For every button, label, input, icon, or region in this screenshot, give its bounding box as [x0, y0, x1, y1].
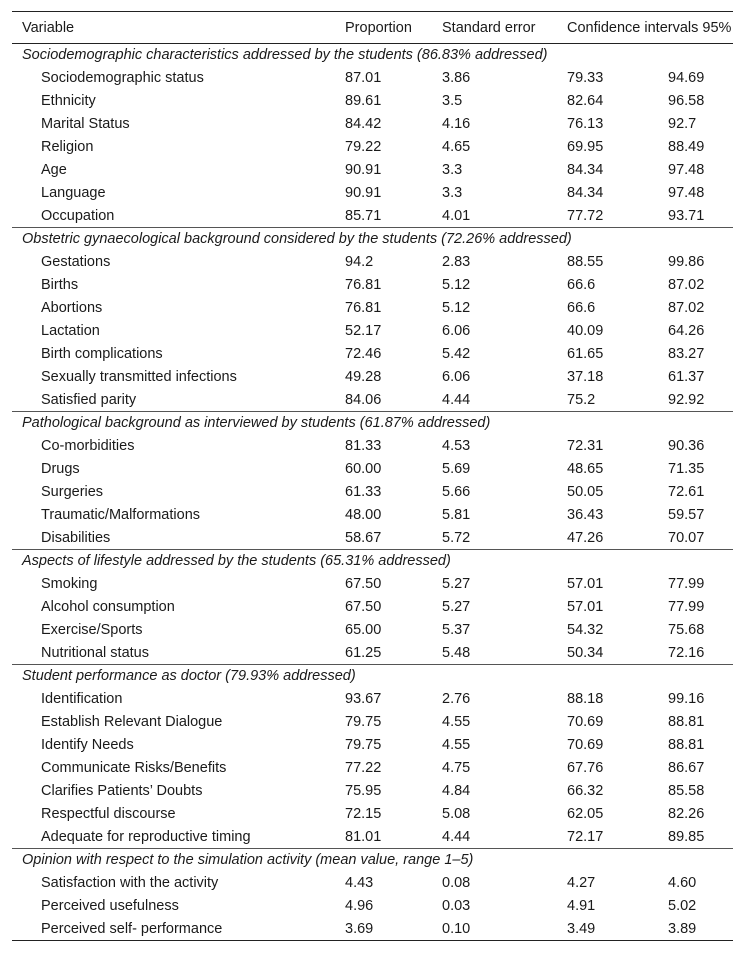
table-row — [12, 159, 733, 182]
section-title: Aspects of lifestyle addressed by the students (65.31% addressed) — [12, 550, 733, 573]
standard-error-cell: 5.12 — [442, 277, 471, 293]
table-row — [12, 734, 733, 757]
standard-error-cell: 5.81 — [442, 507, 471, 523]
section-header-row — [12, 849, 733, 872]
standard-error-cell: 4.44 — [442, 828, 471, 845]
ci-upper-cell: 71.35 — [668, 461, 705, 477]
table-row — [12, 826, 733, 849]
header-standard-error: Standard error — [442, 12, 567, 44]
ci-upper-cell: 87.02 — [668, 300, 705, 316]
standard-error-cell: 4.65 — [442, 139, 471, 155]
standard-error-cell: 5.48 — [442, 644, 471, 661]
ci-lower-cell: 57.01 — [567, 599, 604, 615]
standard-error-cell: 5.08 — [442, 806, 471, 822]
table-row — [12, 343, 733, 366]
standard-error-cell: 4.53 — [442, 438, 471, 454]
proportion-cell: 93.67 — [345, 691, 382, 707]
proportion-cell: 67.50 — [345, 599, 382, 615]
header-variable: Variable — [12, 12, 345, 44]
proportion-cell: 79.75 — [345, 714, 382, 730]
proportion-cell: 58.67 — [345, 529, 382, 546]
variable-cell: Adequate for reproductive timing — [41, 828, 251, 845]
table-row — [12, 136, 733, 159]
ci-upper-cell: 88.81 — [668, 737, 705, 753]
standard-error-cell: 4.01 — [442, 207, 471, 224]
ci-lower-cell: 88.55 — [567, 254, 604, 270]
table-row — [12, 872, 733, 895]
variable-cell: Smoking — [41, 576, 98, 592]
variable-cell: Nutritional status — [41, 644, 149, 661]
standard-error-cell: 4.84 — [442, 783, 471, 799]
ci-upper-cell: 61.37 — [668, 369, 705, 385]
ci-upper-cell: 77.99 — [668, 599, 705, 615]
section-title: Opinion with respect to the simulation activity (mean value, range 1–5) — [12, 849, 733, 872]
ci-lower-cell: 79.33 — [567, 70, 604, 86]
header-row — [12, 12, 733, 44]
table-row — [12, 320, 733, 343]
section-header-row — [12, 412, 733, 435]
ci-lower-cell: 62.05 — [567, 806, 604, 822]
table-row — [12, 113, 733, 136]
variable-cell: Ethnicity — [41, 93, 96, 109]
ci-upper-cell: 89.85 — [668, 828, 705, 845]
table-row — [12, 274, 733, 297]
ci-upper-cell: 82.26 — [668, 806, 705, 822]
proportion-cell: 76.81 — [345, 300, 382, 316]
table-row — [12, 182, 733, 205]
variable-cell: Sexually transmitted infections — [41, 369, 237, 385]
table-body — [12, 44, 733, 941]
results-table — [12, 11, 733, 941]
variable-cell: Lactation — [41, 323, 100, 339]
ci-lower-cell: 37.18 — [567, 369, 604, 385]
variable-cell: Co-morbidities — [41, 438, 135, 454]
proportion-cell: 52.17 — [345, 323, 382, 339]
ci-upper-cell: 99.16 — [668, 691, 705, 707]
standard-error-cell: 5.66 — [442, 484, 471, 500]
table-row — [12, 297, 733, 320]
ci-upper-cell: 88.81 — [668, 714, 705, 730]
table-row — [12, 251, 733, 274]
standard-error-cell: 4.16 — [442, 116, 471, 132]
proportion-cell: 90.91 — [345, 185, 382, 201]
standard-error-cell: 4.55 — [442, 737, 471, 753]
proportion-cell: 77.22 — [345, 760, 382, 776]
ci-upper-cell: 59.57 — [668, 507, 705, 523]
section-title: Sociodemographic characteristics addressed by the students (86.83% addressed) — [22, 47, 548, 64]
standard-error-cell: 5.27 — [442, 599, 471, 615]
standard-error-cell: 5.72 — [442, 529, 471, 546]
standard-error-cell: 5.42 — [442, 346, 471, 362]
ci-lower-cell: 66.6 — [567, 277, 596, 293]
ci-upper-cell: 72.16 — [668, 644, 705, 661]
ci-lower-cell: 50.05 — [567, 484, 604, 500]
proportion-cell: 79.75 — [345, 737, 382, 753]
proportion-cell: 79.22 — [345, 139, 382, 155]
ci-lower-cell: 61.65 — [567, 346, 604, 362]
table-row — [12, 918, 733, 941]
ci-upper-cell: 83.27 — [668, 346, 705, 362]
variable-cell: Respectful discourse — [41, 806, 176, 822]
table-row — [12, 67, 733, 90]
table-row — [12, 757, 733, 780]
proportion-cell: 84.42 — [345, 116, 382, 132]
header-confidence-interval: Confidence intervals 95% — [567, 12, 733, 44]
proportion-cell: 4.43 — [345, 875, 374, 891]
standard-error-cell: 3.3 — [442, 162, 463, 178]
ci-lower-cell: 88.18 — [567, 691, 604, 707]
ci-lower-cell: 76.13 — [567, 116, 604, 132]
ci-upper-cell: 3.89 — [668, 918, 733, 941]
table-row — [12, 688, 733, 711]
variable-cell: Communicate Risks/Benefits — [41, 760, 227, 776]
table-row — [12, 504, 733, 527]
standard-error-cell: 5.27 — [442, 576, 471, 592]
table-row — [12, 205, 733, 228]
ci-upper-cell: 70.07 — [668, 529, 705, 546]
proportion-cell: 76.81 — [345, 277, 382, 293]
ci-lower-cell: 72.31 — [567, 438, 604, 454]
proportion-cell: 60.00 — [345, 461, 382, 477]
table-row — [12, 481, 733, 504]
standard-error-cell: 5.37 — [442, 622, 471, 638]
variable-cell: Sociodemographic status — [41, 70, 204, 86]
standard-error-cell: 0.10 — [442, 918, 567, 941]
ci-lower-cell: 82.64 — [567, 93, 604, 109]
variable-cell: Disabilities — [41, 529, 111, 546]
section-header-row — [12, 550, 733, 573]
ci-upper-cell: 96.58 — [668, 93, 705, 109]
table-row — [12, 573, 733, 596]
proportion-cell: 89.61 — [345, 93, 382, 109]
standard-error-cell: 2.83 — [442, 254, 471, 270]
variable-cell: Establish Relevant Dialogue — [41, 714, 223, 730]
table-row — [12, 527, 733, 550]
ci-lower-cell: 84.34 — [567, 162, 604, 178]
ci-upper-cell: 99.86 — [668, 254, 705, 270]
ci-upper-cell: 88.49 — [668, 139, 705, 155]
table-row — [12, 711, 733, 734]
ci-upper-cell: 5.02 — [668, 898, 697, 914]
table-row — [12, 895, 733, 918]
ci-lower-cell: 4.91 — [567, 898, 596, 914]
proportion-cell: 48.00 — [345, 507, 382, 523]
ci-upper-cell: 64.26 — [668, 323, 705, 339]
proportion-cell: 4.96 — [345, 898, 374, 914]
standard-error-cell: 2.76 — [442, 691, 471, 707]
ci-lower-cell: 4.27 — [567, 875, 596, 891]
table-row — [12, 435, 733, 458]
variable-cell: Religion — [41, 139, 94, 155]
ci-lower-cell: 48.65 — [567, 461, 604, 477]
table-row — [12, 458, 733, 481]
ci-upper-cell: 4.60 — [668, 875, 697, 891]
variable-cell: Abortions — [41, 300, 103, 316]
proportion-cell: 72.46 — [345, 346, 382, 362]
variable-cell: Satisfaction with the activity — [41, 875, 219, 891]
variable-cell: Perceived self- performance — [12, 918, 345, 941]
ci-lower-cell: 72.17 — [567, 828, 604, 845]
ci-lower-cell: 66.6 — [567, 300, 596, 316]
table-row — [12, 90, 733, 113]
standard-error-cell: 3.86 — [442, 70, 471, 86]
variable-cell: Surgeries — [41, 484, 104, 500]
standard-error-cell: 0.08 — [442, 875, 471, 891]
variable-cell: Clarifies Patients’ Doubts — [41, 783, 203, 799]
variable-cell: Satisfied parity — [41, 391, 137, 408]
variable-cell: Occupation — [41, 207, 115, 224]
ci-upper-cell: 75.68 — [668, 622, 705, 638]
proportion-cell: 49.28 — [345, 369, 382, 385]
variable-cell: Drugs — [41, 461, 80, 477]
ci-lower-cell: 54.32 — [567, 622, 604, 638]
proportion-cell: 84.06 — [345, 391, 382, 408]
ci-lower-cell: 50.34 — [567, 644, 604, 661]
ci-upper-cell: 87.02 — [668, 277, 705, 293]
standard-error-cell: 6.06 — [442, 323, 471, 339]
ci-lower-cell: 70.69 — [567, 737, 604, 753]
ci-lower-cell: 40.09 — [567, 323, 604, 339]
ci-upper-cell: 86.67 — [668, 760, 705, 776]
variable-cell: Marital Status — [41, 116, 130, 132]
ci-upper-cell: 90.36 — [668, 438, 705, 454]
variable-cell: Perceived usefulness — [41, 898, 179, 914]
ci-lower-cell: 67.76 — [567, 760, 604, 776]
proportion-cell: 61.33 — [345, 484, 382, 500]
table-row — [12, 642, 733, 665]
table-row — [12, 780, 733, 803]
proportion-cell: 3.69 — [345, 918, 442, 941]
proportion-cell: 67.50 — [345, 576, 382, 592]
variable-cell: Exercise/Sports — [41, 622, 143, 638]
ci-upper-cell: 72.61 — [668, 484, 705, 500]
header-proportion: Proportion — [345, 12, 442, 44]
standard-error-cell: 5.12 — [442, 300, 471, 316]
ci-lower-cell: 84.34 — [567, 185, 604, 201]
ci-lower-cell: 66.32 — [567, 783, 604, 799]
proportion-cell: 81.33 — [345, 438, 382, 454]
ci-upper-cell: 97.48 — [668, 185, 705, 201]
standard-error-cell: 6.06 — [442, 369, 471, 385]
standard-error-cell: 5.69 — [442, 461, 471, 477]
variable-cell: Language — [41, 185, 106, 201]
proportion-cell: 65.00 — [345, 622, 382, 638]
ci-upper-cell: 92.7 — [668, 116, 697, 132]
proportion-cell: 94.2 — [345, 254, 374, 270]
variable-cell: Age — [41, 162, 67, 178]
proportion-cell: 87.01 — [345, 70, 382, 86]
ci-lower-cell: 75.2 — [567, 391, 596, 408]
ci-upper-cell: 93.71 — [668, 207, 705, 224]
variable-cell: Traumatic/Malformations — [41, 507, 201, 523]
table-row — [12, 803, 733, 826]
proportion-cell: 61.25 — [345, 644, 382, 661]
variable-cell: Alcohol consumption — [41, 599, 175, 615]
variable-cell: Identify Needs — [41, 737, 134, 753]
ci-lower-cell: 47.26 — [567, 529, 604, 546]
section-title: Obstetric gynaecological background considered by the students (72.26% addressed) — [12, 228, 733, 251]
proportion-cell: 72.15 — [345, 806, 382, 822]
table-row — [12, 596, 733, 619]
section-header-row — [12, 44, 733, 67]
ci-lower-cell: 70.69 — [567, 714, 604, 730]
section-header-row — [12, 665, 733, 688]
section-header-row — [12, 228, 733, 251]
proportion-cell: 85.71 — [345, 207, 382, 224]
ci-lower-cell: 57.01 — [567, 576, 604, 592]
ci-lower-cell: 3.49 — [567, 918, 668, 941]
ci-upper-cell: 77.99 — [668, 576, 705, 592]
standard-error-cell: 3.5 — [442, 93, 463, 109]
variable-cell: Gestations — [41, 254, 111, 270]
proportion-cell: 81.01 — [345, 828, 382, 845]
table-row — [12, 366, 733, 389]
standard-error-cell: 4.75 — [442, 760, 471, 776]
section-title: Pathological background as interviewed by students (61.87% addressed) — [12, 412, 733, 435]
standard-error-cell: 0.03 — [442, 898, 471, 914]
variable-cell: Identification — [41, 691, 123, 707]
standard-error-cell: 4.44 — [442, 391, 471, 408]
standard-error-cell: 3.3 — [442, 185, 463, 201]
ci-upper-cell: 85.58 — [668, 783, 705, 799]
ci-lower-cell: 77.72 — [567, 207, 604, 224]
standard-error-cell: 4.55 — [442, 714, 471, 730]
variable-cell: Births — [41, 277, 79, 293]
section-title: Student performance as doctor (79.93% addressed) — [12, 665, 733, 688]
ci-upper-cell: 94.69 — [668, 70, 705, 86]
table-row — [12, 619, 733, 642]
proportion-cell: 75.95 — [345, 783, 382, 799]
variable-cell: Birth complications — [41, 346, 163, 362]
ci-lower-cell: 36.43 — [567, 507, 604, 523]
proportion-cell: 90.91 — [345, 162, 382, 178]
ci-lower-cell: 69.95 — [567, 139, 604, 155]
ci-upper-cell: 92.92 — [668, 391, 705, 408]
table-row — [12, 389, 733, 412]
ci-upper-cell: 97.48 — [668, 162, 705, 178]
